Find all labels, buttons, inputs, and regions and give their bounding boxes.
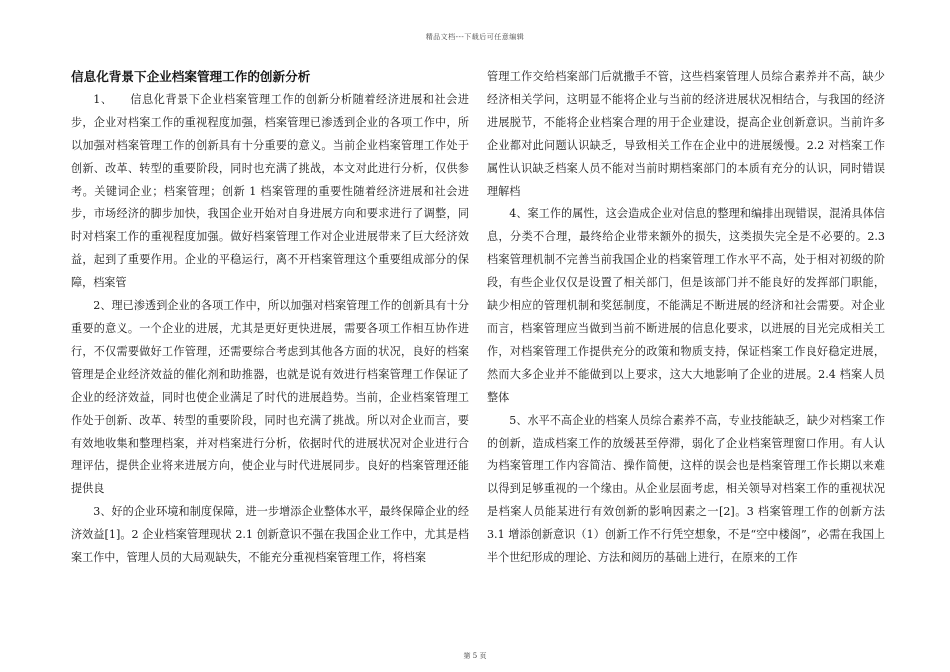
- paragraph: 2、理已渗透到企业的各项工作中，所以加强对档案管理工作的创新具有十分重要的意义。一个企业的进展，尤其是更好更快进展，需要各项工作相互协作进行，不仅需要做好工作管理，还需要综合考虑到其他各方面的状况，良好的档案管理是企业经济效益的催化剂和助推器，也就是说有效进行档案管理工作保证了企业的经济效益，同时也使企业满足了时代的进展趋势。当前，企业档案管理工作处于创新、改革、转型的重要阶段，同时也充满了挑战。所以对企业而言，要有效地收集和整理档案，并对档案进行分析，依据时代的进展状况对企业进行合理评估，提供企业将来进展方向，使企业与时代进展同步。良好的档案管理还能提供良: [71, 299, 469, 496]
- page-header: 精品文档---下载后可任意编辑: [425, 33, 525, 41]
- paragraph: 5、水平不高企业的档案人员综合素养不高，专业技能缺乏，缺少对档案工作的创新，造成档案工作的放缓甚至停滞，弱化了企业档案管理窗口作用。有人认为档案管理工作内容简洁、操作简便，这样的误会也是档案管理工作长期以来难以得到足够重视的一个缘由。从企业层面考虑，相关领导对档案工作的重视状况是档案人员能某进行有效创新的影响因素之一[2]。3 档案管理工作的创新方法 3.1 增添创新意识（1）创新工作不行凭空想象，不是“空中楼阁”，必需在我国上半个世纪形成的理论、方法和阅历的基础上进行，在原来的工作: [487, 413, 885, 565]
- left-column: [71, 66, 469, 570]
- right-column: [487, 66, 885, 570]
- paragraph: 4、案工作的属性，这会造成企业对信息的整理和编排出现错误，混淆具体信息，分类不合理，最终给企业带来额外的损失，这类损失完全是不必要的。2.3 档案管理机制不完善当前我国企业的档案管理工作水平不高，处于相对初级的阶段，有些企业仅仅是设置了相关部门，但是该部门并不能良好的发挥部门职能，缺少相应的管理机制和奖惩制度，不能满足不断进展的经济和社会需要。对企业而言，档案管理应当做到当前不断进展的信息化要求，以进展的目光完成相关工作，对档案管理工作提供充分的政策和物质支持，保证档案工作良好稳定进展，然而大多企业并不能做到以上要求，这大大地影响了企业的进展。2.4 档案人员整体: [487, 207, 885, 404]
- document-title: 信息化背景下企业档案管理工作的创新分析: [71, 69, 311, 84]
- paragraph: 3、好的企业环境和制度保障，进一步增添企业整体水平，最终保障企业的经济效益[1]。2 企业档案管理现状 2.1 创新意识不强在我国企业工作中，尤其是档案工作中，管理人员的大局观缺失，不能充分重视档案管理工作，将档案: [71, 505, 469, 565]
- page-number: 第 5 页: [463, 652, 487, 660]
- paragraph: 1、 信息化背景下企业档案管理工作的创新分析随着经济进展和社会进步，企业对档案工作的重视程度加强，档案管理已渗透到企业的各项工作中，所以加强对档案管理工作的创新具有十分重要的意义。当前企业档案管理工作处于创新、改革、转型的重要阶段，同时也充满了挑战，本文对此进行分析，仅供参考。关键词企业；档案管理；创新 1 档案管理的重要性随着经济进展和社会进步，市场经济的脚步加快，我国企业开始对自身进展方向和要求进行了调整，同时对档案工作的重视程度加强。做好档案管理工作对企业进展带来了巨大经济效益，起到了重要作用。企业的平稳运行，离不开档案管理这个重要组成部分的保障，档案管: [71, 92, 469, 290]
- paragraph-continued: 管理工作交给档案部门后就撒手不管，这些档案管理人员综合素养并不高，缺少经济相关学问，这明显不能将企业与当前的经济进展状况相结合，与我国的经济进展脱节，不能将企业档案合理的用于企业建设，提高企业创新意识。当前许多企业都对此问题认识缺乏，导致相关工作在企业中的进展缓慢。2.2 对档案工作属性认识缺乏档案人员不能对当前时期档案部门的本质有充分的认识，同时错误理解档: [487, 70, 885, 198]
